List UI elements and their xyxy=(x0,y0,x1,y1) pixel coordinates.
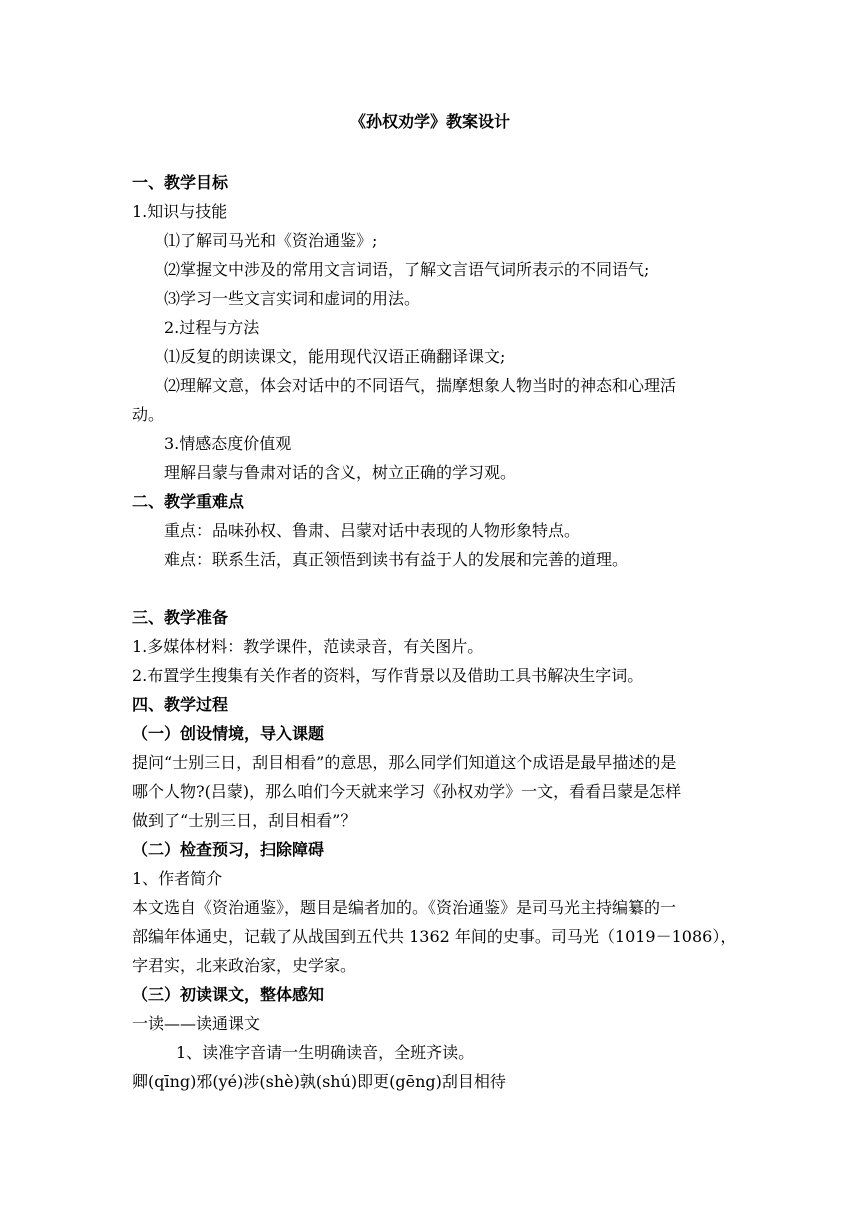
paragraph-line: 字君实，北来政治家，史学家。 xyxy=(132,956,357,975)
process-item-continued: 动。 xyxy=(132,405,165,424)
values-item: 理解吕蒙与鲁肃对话的含义，树立正确的学习观。 xyxy=(164,463,517,482)
section-heading-objectives: 一、教学目标 xyxy=(132,173,229,192)
preparation-item: 1.多媒体材料：教学课件，范读录音，有关图片。 xyxy=(132,637,484,656)
paragraph-line: 提问“士别三日，刮目相看”的意思，那么同学们知道这个成语是最早描述的是 xyxy=(132,753,677,772)
difficult-point: 难点：联系生活，真正领悟到读书有益于人的发展和完善的道理。 xyxy=(164,550,629,569)
paragraph-line: 哪个人物?(吕蒙)，那么咱们今天就来学习《孙权劝学》一文，看看吕蒙是怎样 xyxy=(132,782,682,801)
paragraph-line: 做到了“士别三日，刮目相看”？ xyxy=(132,811,357,830)
document-body xyxy=(132,168,737,1096)
part-heading-preview: （二）检查预习，扫除障碍 xyxy=(132,840,325,859)
paragraph-line: 本文选自《资治通鉴》，题目是编者加的。《资治通鉴》是司马光主持编纂的一 xyxy=(132,898,677,917)
process-item: ⑵理解文意，体会对话中的不同语气，揣摩想象人物当时的神态和心理活 xyxy=(164,376,677,395)
part-heading-intro: （一）创设情境，导入课题 xyxy=(132,724,325,743)
paragraph-line: 部编年体通史，记载了从战国到五代共 1362 年间的史事。司马光（1019－1086）， xyxy=(132,927,737,946)
reading-item: 1、读准字音请一生明确读音，全班齐读。 xyxy=(176,1043,475,1062)
section-heading-preparation: 三、教学准备 xyxy=(132,608,229,627)
preparation-item: 2.布置学生搜集有关作者的资料，写作背景以及借助工具书解决生字词。 xyxy=(132,666,644,685)
key-point: 重点：品味孙权、鲁肃、吕蒙对话中表现的人物形象特点。 xyxy=(164,521,581,540)
document-title: 《孙权劝学》教案设计 xyxy=(349,112,510,131)
subheading-values: 3.情感态度价值观 xyxy=(164,434,292,453)
pinyin-line: 卿(qīng)邪(yé)涉(shè)孰(shú)即更(gēng)刮目相待 xyxy=(132,1072,506,1091)
process-item: ⑴反复的朗读课文，能用现代汉语正确翻译课文; xyxy=(164,347,506,366)
section-heading-keypoints: 二、教学重难点 xyxy=(132,492,245,511)
subheading-process: 2.过程与方法 xyxy=(164,318,260,337)
objective-item: ⑵掌握文中涉及的常用文言词语，了解文言语气词所表示的不同语气; xyxy=(164,260,650,279)
subheading-author: 1、作者简介 xyxy=(132,869,223,888)
objective-item: ⑴了解司马光和《资治通鉴》; xyxy=(164,231,378,250)
subheading-knowledge: 1.知识与技能 xyxy=(132,202,228,221)
subheading-first-read: 一读——读通课文 xyxy=(132,1014,261,1033)
blank-line xyxy=(132,574,732,603)
section-heading-process: 四、教学过程 xyxy=(132,695,229,714)
part-heading-first-reading: （三）初读课文，整体感知 xyxy=(132,985,325,1004)
objective-item: ⑶学习一些文言实词和虚词的用法。 xyxy=(164,289,421,308)
